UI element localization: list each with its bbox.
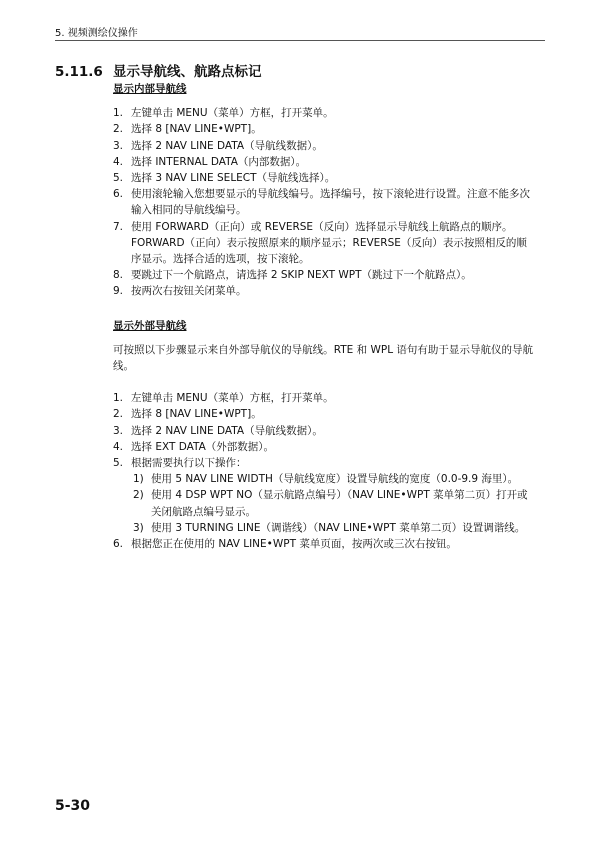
list-item xyxy=(113,170,533,186)
list-item xyxy=(113,219,533,268)
list-item xyxy=(113,423,533,439)
step-text: 使用 FORWARD（正向）或 REVERSE（反向）选择显示导航线上航路点的顺序。FORWARD（正向）表示按照原来的顺序显示；REVERSE（反向）表示按照相反的顺序显示。选择合适的选项，按下滚轮。 xyxy=(131,220,527,266)
section-title xyxy=(55,60,262,80)
list-item xyxy=(113,455,533,471)
step-text: 使用 3 TURNING LINE（调谐线）（NAV LINE•WPT 菜单第二页）设置调谐线。 xyxy=(151,521,526,534)
step-text: 选择 2 NAV LINE DATA（导航线数据）。 xyxy=(131,424,323,437)
external-intro: 可按照以下步骤显示来自外部导航仪的导航线。RTE 和 WPL 语句有助于显示导航仪的导航线。 xyxy=(113,343,533,373)
external-substeps-list xyxy=(113,471,533,536)
external-steps-list xyxy=(113,390,533,471)
step-text: 使用 5 NAV LINE WIDTH（导航线宽度）设置导航线的宽度（0.0-9.9 海里）。 xyxy=(151,473,519,486)
list-item xyxy=(113,536,533,552)
list-item xyxy=(113,487,533,519)
section-number: 5.11.6 xyxy=(55,64,103,80)
list-item xyxy=(113,267,533,283)
step-number: 2) xyxy=(133,489,144,502)
step-number: 6. xyxy=(113,538,124,551)
step-text: 按两次右按钮关闭菜单。 xyxy=(131,285,247,298)
list-item xyxy=(113,186,533,218)
step-number: 2. xyxy=(113,408,124,421)
step-text: 根据您正在使用的 NAV LINE•WPT 菜单页面，按两次或三次右按钮。 xyxy=(131,538,457,551)
step-text: 使用滚轮输入您想要显示的导航线编号。选择编号，按下滚轮进行设置。注意不能多次输入相同的导航线编号。 xyxy=(131,188,530,217)
step-number: 3) xyxy=(133,521,144,534)
step-number: 2. xyxy=(113,123,124,136)
step-number: 8. xyxy=(113,269,124,282)
step-number: 4. xyxy=(113,440,124,453)
step-text: 选择 EXT DATA（外部数据）。 xyxy=(131,440,275,453)
step-text: 要跳过下一个航路点，请选择 2 SKIP NEXT WPT（跳过下一个航路点）。 xyxy=(131,269,472,282)
step-number: 1) xyxy=(133,473,144,486)
list-item xyxy=(113,439,533,455)
step-number: 7. xyxy=(113,220,124,233)
step-number: 6. xyxy=(113,188,124,201)
list-item xyxy=(113,105,533,121)
main-content xyxy=(113,81,533,552)
list-item xyxy=(113,520,533,536)
step-text: 选择 8 [NAV LINE•WPT]。 xyxy=(131,408,262,421)
external-subheading: 显示外部导航线 xyxy=(113,319,187,332)
step-number: 9. xyxy=(113,285,124,298)
step-text: 左键单击 MENU（菜单）方框，打开菜单。 xyxy=(131,107,334,120)
list-item xyxy=(113,406,533,422)
step-text: 根据需要执行以下操作： xyxy=(131,457,247,470)
step-number: 1. xyxy=(113,107,124,120)
step-number: 4. xyxy=(113,155,124,168)
list-item xyxy=(113,138,533,154)
page-number: 5-30 xyxy=(55,798,91,814)
running-header: 5. 视频测绘仪操作 xyxy=(55,28,138,39)
list-item xyxy=(113,154,533,170)
step-text: 选择 2 NAV LINE DATA（导航线数据）。 xyxy=(131,139,323,152)
step-text: 使用 4 DSP WPT NO（显示航路点编号）（NAV LINE•WPT 菜单第二页）打开或关闭航路点编号显示。 xyxy=(151,489,528,518)
list-item xyxy=(113,283,533,299)
external-final-step-list xyxy=(113,536,533,552)
step-text: 选择 8 [NAV LINE•WPT]。 xyxy=(131,123,262,136)
list-item xyxy=(113,471,533,487)
list-item xyxy=(113,390,533,406)
internal-subheading: 显示内部导航线 xyxy=(113,83,187,95)
step-number: 5. xyxy=(113,172,124,185)
internal-steps-list xyxy=(113,105,533,299)
section-title-text: 显示导航线、航路点标记 xyxy=(113,64,262,80)
header-divider xyxy=(55,40,545,41)
list-item xyxy=(113,121,533,137)
step-text: 左键单击 MENU（菜单）方框，打开菜单。 xyxy=(131,392,334,405)
step-text: 选择 3 NAV LINE SELECT（导航线选择）。 xyxy=(131,172,336,185)
step-text: 选择 INTERNAL DATA（内部数据）。 xyxy=(131,155,307,168)
step-number: 3. xyxy=(113,424,124,437)
step-number: 3. xyxy=(113,139,124,152)
step-number: 1. xyxy=(113,392,124,405)
step-number: 5. xyxy=(113,457,124,470)
